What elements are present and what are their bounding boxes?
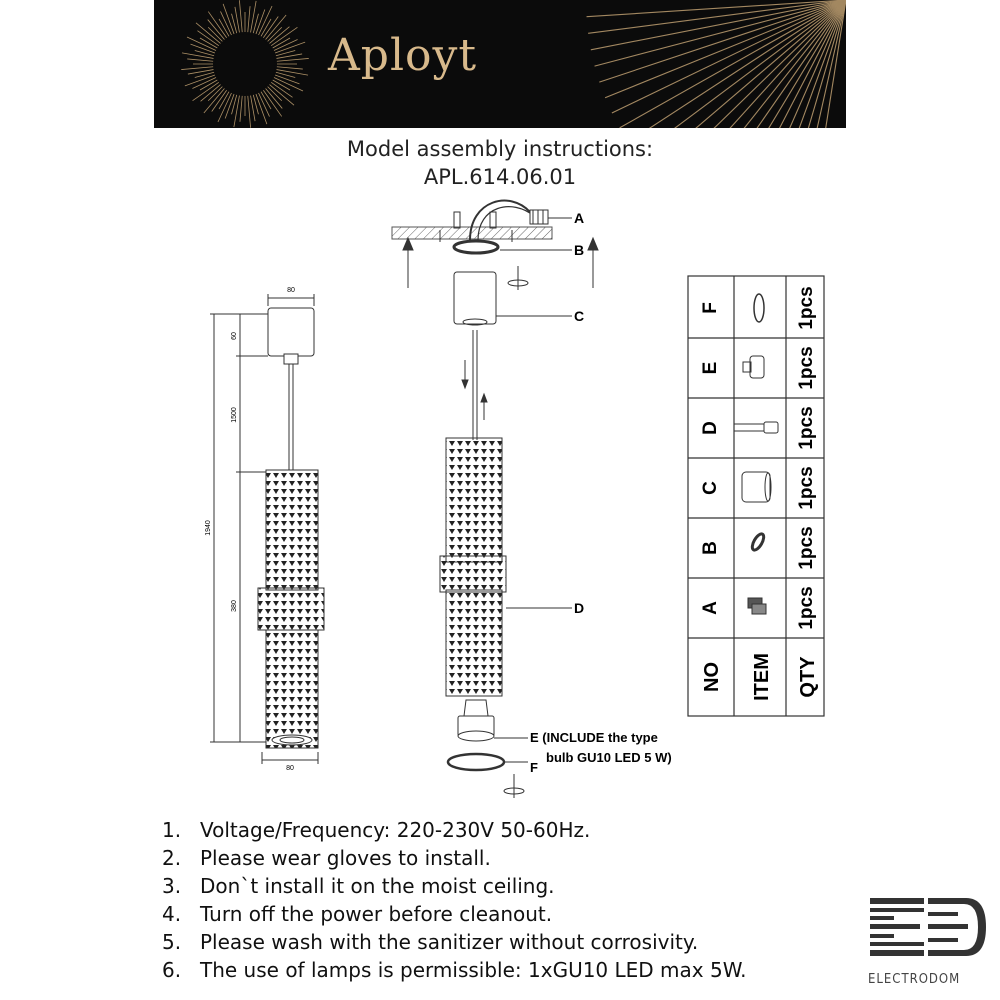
table-header-no: NO xyxy=(701,662,723,692)
callout-e: E (INCLUDE the type xyxy=(530,730,658,745)
callout-d: D xyxy=(574,600,585,616)
list-item: 2. Please wear gloves to install. xyxy=(162,846,491,870)
list-item: 1. Voltage/Frequency: 220-230V 50-60Hz. xyxy=(162,818,591,842)
table-row-e-qty: 1pcs xyxy=(796,346,817,390)
model-number: APL.614.06.01 xyxy=(423,165,577,189)
table-row-a-no: A xyxy=(700,601,721,615)
dimension-view xyxy=(210,294,324,764)
watermark-text: ELECTRODOM xyxy=(868,972,961,987)
dim-cable-length: 1500 xyxy=(231,407,238,423)
callout-a: A xyxy=(574,210,585,226)
document-title: Model assembly instructions: xyxy=(346,137,654,161)
connector-icon xyxy=(748,598,766,614)
lampholder-icon xyxy=(743,356,764,378)
table-header-item: ITEM xyxy=(751,653,773,701)
brand-logo-text: Aployt xyxy=(328,30,478,81)
callout-b: B xyxy=(574,242,585,258)
callout-e-note: bulb GU10 LED 5 W) xyxy=(546,750,672,765)
table-row-f-qty: 1pcs xyxy=(796,286,817,330)
table-row-b-no: B xyxy=(700,541,721,555)
retaining-ring-icon xyxy=(754,294,764,322)
instructions-list xyxy=(162,816,747,984)
table-row-d-qty: 1pcs xyxy=(796,406,817,450)
table-row-c-no: C xyxy=(700,481,721,495)
list-item: 4. Turn off the power before cleanout. xyxy=(162,902,553,926)
callout-c: C xyxy=(574,308,585,324)
ring-icon xyxy=(750,532,766,552)
dim-body-height: 380 xyxy=(231,600,238,612)
list-item: 6. The use of lamps is permissible: 1xGU10 LED max 5W. xyxy=(162,958,747,982)
dim-bottom-width: 80 xyxy=(286,765,294,772)
table-row-f-no: F xyxy=(700,302,721,314)
dim-total-height: 1940 xyxy=(205,520,212,536)
table-row-b-qty: 1pcs xyxy=(796,526,817,570)
list-item: 3. Don`t install it on the moist ceiling. xyxy=(162,874,555,898)
callout-f: F xyxy=(530,760,538,775)
rod-icon xyxy=(734,422,778,433)
table-row-c-qty: 1pcs xyxy=(796,466,817,510)
dim-top-width: 80 xyxy=(287,287,295,294)
list-item: 5. Please wash with the sanitizer without corrosivity. xyxy=(162,930,699,954)
table-header-qty: QTY xyxy=(797,656,819,698)
exploded-view xyxy=(392,201,598,798)
table-row-a-qty: 1pcs xyxy=(796,586,817,630)
table-row-e-no: E xyxy=(700,361,721,375)
dim-canopy-height: 60 xyxy=(231,332,238,340)
cylinder-icon xyxy=(742,472,771,502)
table-row-d-no: D xyxy=(700,421,721,435)
